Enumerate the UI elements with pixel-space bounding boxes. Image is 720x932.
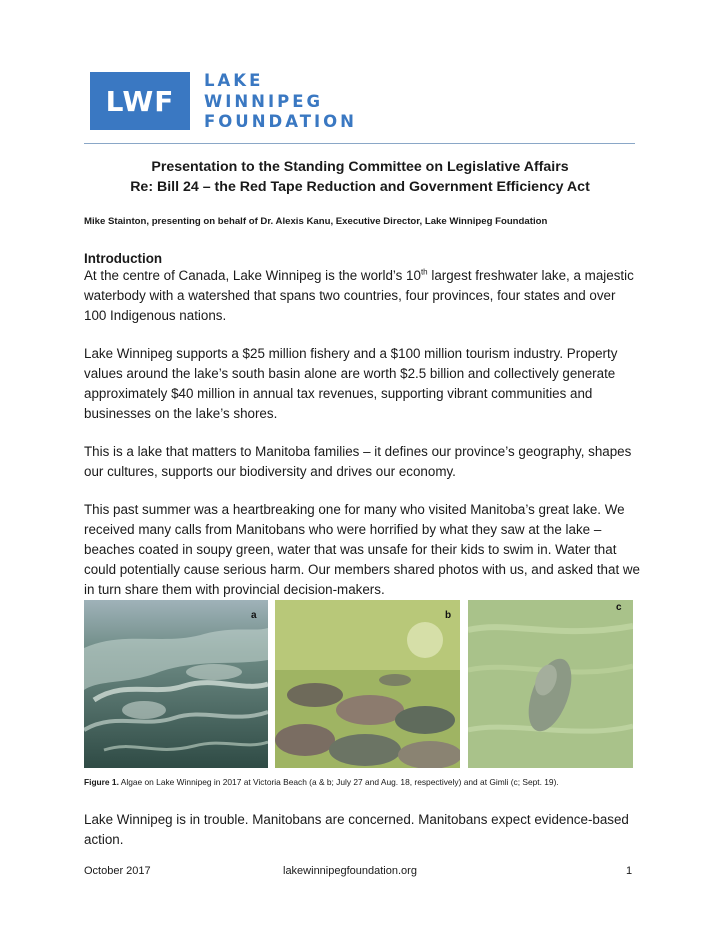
photo-b-label: b xyxy=(445,610,452,621)
footer-date: October 2017 xyxy=(84,865,151,877)
photo-c-algae-fish xyxy=(468,600,633,768)
ordinal-suffix: th xyxy=(420,267,428,277)
header-divider xyxy=(84,143,635,144)
photo-a-label: a xyxy=(251,610,257,621)
figure-caption xyxy=(84,776,559,788)
paragraph-3: This is a lake that matters to Manitoba families – it defines our province’s geography, shapes our cultures, supports our biodiversity and drives our economy. xyxy=(84,444,632,479)
logo-mark: LWF xyxy=(90,72,190,130)
footer-page-number: 1 xyxy=(626,865,633,877)
logo-wordmark xyxy=(204,72,357,130)
photo-a-algae-aerial xyxy=(84,600,268,768)
paragraph-5: Lake Winnipeg is in trouble. Manitobans are concerned. Manitobans expect evidence-based action. xyxy=(84,812,629,847)
photo-c-label: c xyxy=(616,602,622,613)
paragraph-1-start: At the centre of Canada, Lake Winnipeg is the world’s 10 xyxy=(84,268,421,283)
figure-caption-text: Algae on Lake Winnipeg in 2017 at Victoria Beach (a & b; July 27 and Aug. 18, respectively) and at Gimli (c; Sept. 19). xyxy=(118,777,559,787)
photo-b-algae-rocks xyxy=(275,600,460,768)
paragraph-1-end: largest freshwater lake, a majestic waterbody with a watershed that spans two countries, four provinces, four states and over 100 Indigenous nations. xyxy=(84,268,634,323)
paragraph-4: This past summer was a heartbreaking one for many who visited Manitoba’s great lake. We received many calls from Manitobans who were horrified by what they saw at the lake – beaches coated in soupy green, water that was unsafe for their kids to swim in. Water that could potentially cause serious harm. Our members shared photos with us, and asked that we in turn share them with provincial decision-makers. xyxy=(84,502,640,597)
paragraph-1 xyxy=(84,266,640,326)
logo-line-3: FOUNDATION xyxy=(204,112,357,131)
presenter-line: Mike Stainton, presenting on behalf of Dr. Alexis Kanu, Executive Director, Lake Winnipeg Foundation xyxy=(84,216,548,227)
lwf-logo xyxy=(90,72,357,130)
footer-url[interactable]: lakewinnipegfoundation.org xyxy=(283,865,417,877)
paragraph-2: Lake Winnipeg supports a $25 million fishery and a $100 million tourism industry. Property values around the lake’s south basin alone are worth $2.5 billion and collectively generate approximately $40 million in annual tax revenues, supporting vibrant communities and businesses on the lake’s shores. xyxy=(84,346,618,421)
section-heading-introduction: Introduction xyxy=(84,251,163,266)
document-title-line-2: Re: Bill 24 – the Red Tape Reduction and Government Efficiency Act xyxy=(130,179,590,195)
logo-line-1: LAKE xyxy=(204,71,264,90)
figure-caption-lead: Figure 1. xyxy=(84,777,119,787)
document-title-line-1: Presentation to the Standing Committee on Legislative Affairs xyxy=(151,159,569,175)
logo-line-2: WINNIPEG xyxy=(204,91,324,111)
